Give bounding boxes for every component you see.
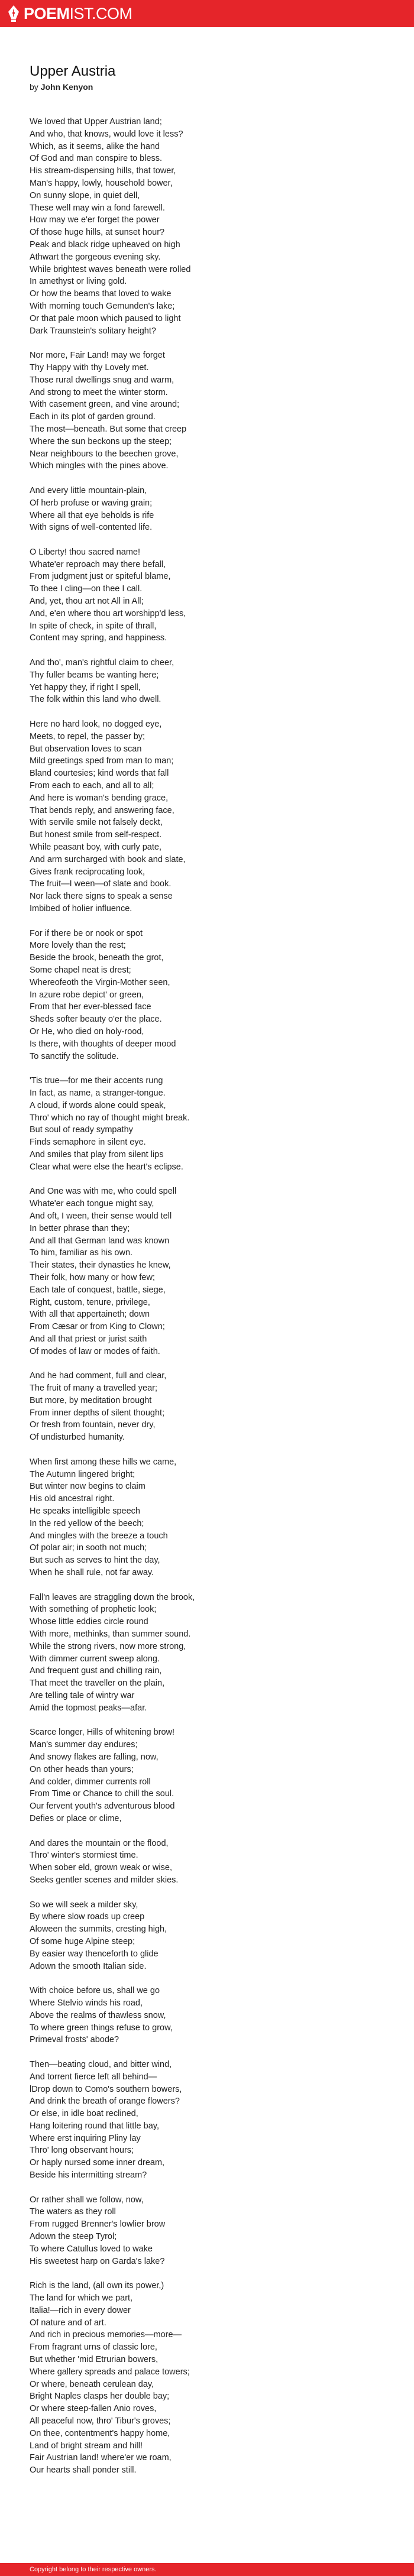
poem-line: From fragrant urns of classic lore, <box>30 2342 157 2353</box>
poem-line: Rich is the land, (all own its power,) <box>30 2281 164 2291</box>
poem-line: But honest smile from self-respect. <box>30 830 162 840</box>
poem-line: Fall'n leaves are straggling down the brook, <box>30 1592 195 1602</box>
poem-line: Or where steep-fallen Anio roves, <box>30 2404 157 2414</box>
poem-line: And, e'en where thou art worshipp'd less, <box>30 608 186 618</box>
poem-line: Where Stelvio winds his road, <box>30 1998 143 2008</box>
poem-line: The most—beneath. But some that creep <box>30 424 187 434</box>
poem-line: Clear what were else the heart's eclipse. <box>30 1162 183 1172</box>
poem-line: Mild greetings sped from man to man; <box>30 756 174 766</box>
poem-line: In better phrase than they; <box>30 1223 130 1233</box>
poem-line: And strong to meet the winter storm. <box>30 387 168 397</box>
poem-line: And all that German land was known <box>30 1236 170 1246</box>
poem-line: Nor lack there signs to speak a sense <box>30 892 173 902</box>
stanza <box>30 1726 384 1825</box>
poem-line: And colder, dimmer currents roll <box>30 1777 151 1787</box>
byline-prefix: by <box>30 82 38 92</box>
poem-line: All peaceful now, thro' Tibur's groves; <box>30 2416 171 2426</box>
poem-line: And snowy flakes are falling, now, <box>30 1752 159 1762</box>
poem-line: In azure robe depict' or green, <box>30 990 144 1000</box>
poem-line: Thy fuller beams be wanting here; <box>30 670 159 680</box>
poem-line: Where the sun beckons up the steep; <box>30 436 172 446</box>
poem-line: With something of prophetic look; <box>30 1605 157 1615</box>
poem-line: Dark Traunstein's solitary height? <box>30 326 156 336</box>
poem-line: And, yet, thou art not All in All; <box>30 597 144 607</box>
poem-line: Athwart the gorgeous evening sky. <box>30 252 161 262</box>
poem-line: But more, by meditation brought <box>30 1395 152 1405</box>
stanza <box>30 1985 384 2046</box>
poem-line: Some chapel neat is drest; <box>30 965 131 975</box>
poem-line: Man's summer day endures; <box>30 1740 138 1750</box>
poem-line: Whose little eddies circle round <box>30 1617 148 1627</box>
poem-line: While peasant boy, with curly pate, <box>30 843 161 853</box>
poem-line: From inner depths of silent thought; <box>30 1408 165 1418</box>
poem-line: His old ancestral right. <box>30 1494 115 1504</box>
poem-line: To where green things refuse to grow, <box>30 2023 173 2033</box>
poem-line: Seeks gentler scenes and milder skies. <box>30 1875 179 1885</box>
poem-line: Here no hard look, no dogged eye, <box>30 720 162 730</box>
stanza <box>30 1899 384 1973</box>
poem-line: And all that priest or jurist saith <box>30 1334 147 1344</box>
poem-line: Of modes of law or modes of faith. <box>30 1346 160 1356</box>
poem-line: Beside his intermitting stream? <box>30 2170 147 2180</box>
poem-line: For if there be or nook or spot <box>30 928 143 938</box>
logo-bold: POEM <box>24 5 70 22</box>
poem-line: His sweetest harp on Garda's lake? <box>30 2256 165 2266</box>
poem-line: lDrop down to Como's southern bowers, <box>30 2084 182 2094</box>
poem-line: From Cæsar or from King to Clown; <box>30 1322 165 1332</box>
stanza <box>30 546 384 644</box>
poem-line: In amethyst or living gold. <box>30 277 127 287</box>
poem-line: Above the realms of thawless snow, <box>30 2010 166 2020</box>
poem-line: Or that pale moon which paused to light <box>30 313 181 323</box>
poem-line: From each to each, and all to all; <box>30 781 154 791</box>
poem-line: Thro' which no ray of thought might break. <box>30 1113 190 1123</box>
stanza <box>30 1838 384 1887</box>
poem-line: Sheds softer beauty o'er the place. <box>30 1015 162 1025</box>
poem-line: Which, as it seems, alike the hand <box>30 141 160 151</box>
poem-line: But whether 'mid Etrurian bowers, <box>30 2355 159 2365</box>
poem-line: Of undisturbed humanity. <box>30 1433 125 1443</box>
poem-line: And every little mountain-plain, <box>30 485 147 495</box>
poem-line: With signs of well-contented life. <box>30 523 153 533</box>
poem-line: With morning touch Gemunden's lake; <box>30 301 175 311</box>
poem-line: The waters as they roll <box>30 2207 116 2217</box>
poem-line: Amid the topmost peaks—afar. <box>30 1703 147 1713</box>
poem-line: Of some huge Alpine steep; <box>30 1936 135 1946</box>
poem-line: From rugged Brenner's lowlier brow <box>30 2219 166 2230</box>
poem-line: Aloween the summits, cresting high, <box>30 1924 167 1935</box>
poem-line: Whate'er reproach may there befall, <box>30 559 166 569</box>
poem-body <box>30 116 384 2477</box>
poem-line: Their states, their dynasties he knew, <box>30 1261 171 1271</box>
poem-line: In the red yellow of the beech; <box>30 1518 144 1528</box>
byline <box>30 82 384 92</box>
stanza <box>30 1185 384 1357</box>
poem-line: Finds semaphore in silent eye. <box>30 1138 146 1148</box>
poem-line: How may we e'er forget the power <box>30 215 160 225</box>
poem-line: Adown the smooth Italian side. <box>30 1961 147 1971</box>
poem-line: So we will seek a milder sky, <box>30 1900 138 1910</box>
poem-line: Whereofeoth the Virgin-Mother seen, <box>30 977 170 987</box>
poem-line: Which mingles with the pines above. <box>30 461 169 471</box>
poem-line: Where erst inquiring Pliny lay <box>30 2133 141 2143</box>
poem-line: To thee I cling—on thee I call. <box>30 584 143 594</box>
poem-line: And oft, I ween, their sense would tell <box>30 1211 172 1221</box>
poem-line: And frequent gust and chilling rain, <box>30 1666 162 1676</box>
poem-line: With more, methinks, than summer sound. <box>30 1629 191 1639</box>
poem-line: With all that appertaineth; down <box>30 1310 150 1320</box>
poem-line: And dares the mountain or the flood, <box>30 1838 169 1848</box>
copyright-notice: Copyright belong to their respective owners. <box>30 2566 157 2573</box>
poem-line: And tho', man's rightful claim to cheer, <box>30 658 174 668</box>
poem-line: When first among these hills we came, <box>30 1457 177 1467</box>
poem-line: Of those huge hills, at sunset hour? <box>30 228 165 238</box>
site-logo[interactable] <box>7 5 132 22</box>
poem-line: Is there, with thoughts of deeper mood <box>30 1039 176 1049</box>
poem-line: The folk within this land who dwell. <box>30 695 161 705</box>
poem-line: To him, familiar as his own. <box>30 1248 133 1258</box>
poem-line: Scarce longer, Hills of whitening brow! <box>30 1728 175 1738</box>
poem-line: Of herb profuse or waving grain; <box>30 498 153 508</box>
poem-line: Whate'er each tongue might say, <box>30 1199 154 1209</box>
poem-title: Upper Austria <box>30 63 116 79</box>
poem-line: Italia!—rich in every dower <box>30 2305 131 2315</box>
poem-line: Adown the steep Tyrol; <box>30 2232 117 2242</box>
poem-line: And arm surcharged with book and slate, <box>30 854 186 864</box>
stanza <box>30 485 384 534</box>
poem-line: And One was with me, who could spell <box>30 1187 177 1197</box>
poem-line: Content may spring, and happiness. <box>30 633 167 643</box>
poem-line: Land of bright stream and hill! <box>30 2441 143 2451</box>
poem-line: Or He, who died on holy-rood, <box>30 1026 144 1036</box>
site-header <box>0 0 414 27</box>
stanza <box>30 1075 384 1173</box>
poem-line: And torrent fierce left all behind— <box>30 2072 157 2082</box>
poem-line: Fair Austrian land! where'er we roam, <box>30 2453 172 2463</box>
poem-line: Or haply nursed some inner dream, <box>30 2158 165 2168</box>
poem-line: Of nature and of art. <box>30 2318 106 2328</box>
poem-line: Of God and man conspire to bless. <box>30 154 163 164</box>
poem-line: Each in its plot of garden ground. <box>30 412 156 422</box>
poem-line: But soul of ready sympathy <box>30 1125 133 1135</box>
poem-line: The fruit—I ween—of slate and book. <box>30 879 172 889</box>
poem-line: 'Tis true—for me their accents rung <box>30 1076 163 1086</box>
poem-line: Or how the beams that loved to wake <box>30 289 172 299</box>
stanza <box>30 2194 384 2268</box>
poem-line: His stream-dispensing hills, that tower, <box>30 166 176 176</box>
poem-line: Thro' long observant hours; <box>30 2146 134 2156</box>
poem-line: Thro' winter's stormiest time. <box>30 1851 138 1861</box>
poem-line: The Autumn lingered bright; <box>30 1469 135 1479</box>
poem-line: That bends reply, and answering face, <box>30 805 174 815</box>
poem-line: Near neighbours to the beechen grove, <box>30 449 179 459</box>
poem-line: Then—beating cloud, and bitter wind, <box>30 2059 172 2069</box>
poem-line: On other heads than yours; <box>30 1764 134 1774</box>
poem-line: And he had comment, full and clear, <box>30 1371 167 1381</box>
poem-line: And smiles that play from silent lips <box>30 1149 164 1159</box>
poem-line: While brightest waves beneath were rolled <box>30 264 191 274</box>
poem-content <box>30 63 384 2489</box>
site-footer <box>0 2563 414 2576</box>
poem-line: Primeval frosts' abode? <box>30 2035 119 2045</box>
poem-line: That meet the traveller on the plain, <box>30 1679 165 1689</box>
poem-line: When sober eld, grown weak or wise, <box>30 1863 172 1873</box>
poem-line: And rich in precious memories—more— <box>30 2330 182 2340</box>
poem-line: Or else, in idle boat reclined, <box>30 2109 138 2119</box>
poem-line: Thy Happy with thy Lovely met. <box>30 362 149 372</box>
poem-line: These well may win a fond farewell. <box>30 203 165 213</box>
poem-line: Those rural dwellings snug and warm, <box>30 375 174 385</box>
stanza <box>30 1456 384 1579</box>
poem-line: From Time or Chance to chill the soul. <box>30 1789 174 1799</box>
poem-line: With dimmer current sweep along. <box>30 1654 160 1664</box>
poem-line: Bright Naples clasps her double bay; <box>30 2392 170 2402</box>
poem-line: Gives frank reciprocating look, <box>30 867 145 877</box>
poem-line: We loved that Upper Austrian land; <box>30 117 162 127</box>
poem-line: On sunny slope, in quiet dell, <box>30 190 140 200</box>
poem-line: Or where, beneath cerulean day, <box>30 2379 154 2389</box>
stanza <box>30 116 384 337</box>
poem-line: And who, that knows, would love it less? <box>30 129 183 139</box>
poem-line: By where slow roads up creep <box>30 1912 145 1922</box>
poem-line: Imbibed of holier influence. <box>30 904 132 913</box>
poem-line: By easier way thenceforth to glide <box>30 1949 159 1959</box>
logo-wordmark <box>24 5 132 22</box>
poem-line: In fact, as name, a stranger-tongue. <box>30 1088 166 1098</box>
poem-line: To sanctify the solitude. <box>30 1051 119 1061</box>
poem-line: While the strong rivers, now more strong, <box>30 1641 186 1651</box>
poem-line: Or rather shall we follow, now, <box>30 2195 144 2205</box>
poem-line: From that her ever-blessed face <box>30 1002 151 1012</box>
poem-line: Defies or place or clime, <box>30 1813 122 1823</box>
poem-line: Our fervent youth's adventurous blood <box>30 1801 175 1812</box>
poem-line: From judgment just or spiteful blame, <box>30 572 171 582</box>
poem-line: Hang loitering round that little bay, <box>30 2121 159 2131</box>
poem-line: Man's happy, lowly, household bower, <box>30 178 173 188</box>
stanza <box>30 928 384 1063</box>
poem-line: But such as serves to hint the day, <box>30 1556 160 1566</box>
poem-line: Or fresh from fountain, never dry, <box>30 1420 156 1430</box>
logo-thin: IST.COM <box>69 5 132 22</box>
poem-line: Are telling tale of wintry war <box>30 1691 135 1700</box>
poem-line: A cloud, if words alone could speak, <box>30 1100 166 1110</box>
poem-line: O Liberty! thou sacred name! <box>30 547 140 557</box>
poem-line: Of polar air; in sooth not much; <box>30 1543 147 1553</box>
poem-line: But observation loves to scan <box>30 744 142 754</box>
poem-line: The land for which we part, <box>30 2293 133 2303</box>
stanza <box>30 718 384 915</box>
poem-line: But winter now begins to claim <box>30 1482 145 1492</box>
poem-line: Where gallery spreads and palace towers; <box>30 2367 190 2377</box>
poem-line: Meets, to repel, the passer by; <box>30 731 145 741</box>
poem-line: Each tale of conquest, battle, siege, <box>30 1285 166 1295</box>
poem-line: Our hearts shall ponder still. <box>30 2465 137 2475</box>
poem-line: On thee, contentment's happy home, <box>30 2428 170 2438</box>
poem-line: With servile smile not falsely deckt, <box>30 818 163 828</box>
stanza <box>30 349 384 472</box>
stanza <box>30 1592 384 1715</box>
stanza <box>30 1370 384 1444</box>
poem-line: Bland courtesies; kind words that fall <box>30 769 169 779</box>
poem-line: Yet happy they, if right I spell, <box>30 682 141 692</box>
stanza <box>30 2280 384 2477</box>
poem-line: To where Catullus loved to wake <box>30 2244 153 2254</box>
stanza <box>30 657 384 706</box>
poem-line: Where all that eye beholds is rife <box>30 510 154 520</box>
pen-nib-icon <box>7 5 20 22</box>
poem-line: The fruit of many a travelled year; <box>30 1383 157 1394</box>
poem-line: More lovely than the rest; <box>30 941 126 951</box>
poem-line: Their folk, how many or how few; <box>30 1272 155 1282</box>
poem-line: Peak and black ridge upheaved on high <box>30 239 180 250</box>
poem-line: Beside the brook, beneath the grot, <box>30 953 164 963</box>
poem-line: With choice before us, shall we go <box>30 1986 160 1996</box>
poem-line: With casement green, and vine around; <box>30 400 180 410</box>
poem-line: Nor more, Fair Land! may we forget <box>30 351 165 361</box>
author-link[interactable]: John Kenyon <box>40 82 93 92</box>
stanza <box>30 2059 384 2182</box>
poem-line: In spite of check, in spite of thrall, <box>30 621 157 631</box>
poem-line: He speaks intelligible speech <box>30 1506 140 1517</box>
poem-line: And here is woman's bending grace, <box>30 793 169 803</box>
poem-line: Right, custom, tenure, privilege, <box>30 1297 150 1307</box>
poem-line: When he shall rule, not far away. <box>30 1568 154 1578</box>
poem-line: And drink the breath of orange flowers? <box>30 2097 180 2107</box>
poem-line: And mingles with the breeze a touch <box>30 1531 168 1541</box>
